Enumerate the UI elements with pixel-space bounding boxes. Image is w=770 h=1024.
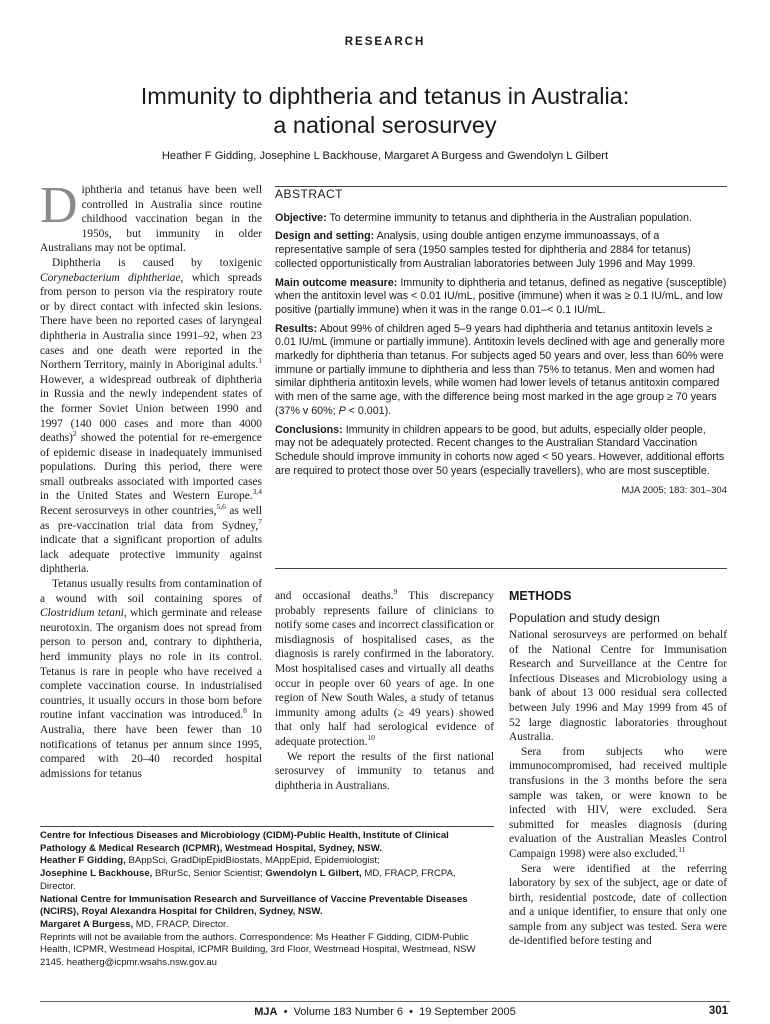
label: Results: [275,322,318,335]
bullet-separator: • [409,1006,413,1018]
reference-marker: 3,4 [252,487,262,497]
bullet-separator: • [283,1006,288,1018]
middle-paragraph-2: We report the results of the first national serosurvey of immunity to tetanus and diphtheria in Australians. [275,750,494,792]
reference-marker: 1 [258,356,262,366]
affiliation-1: Centre for Infectious Diseases and Microbiology (CIDM)-Public Health, Institute of Clinical Pathology & Medical Research (ICPMR), Westmead Hospital, Sydney, NSW. [40,830,449,854]
reference-marker: 9 [393,587,398,597]
label: Design and setting: [275,230,375,243]
label: Main outcome measure: [275,276,398,289]
volume-issue: Volume 183 Number 6 [293,1006,404,1018]
methods-subheading: Population and study design [509,611,660,625]
title-line-2: a national serosurvey [273,112,497,138]
reference-marker: 2 [72,429,77,439]
issue-date: 19 September 2005 [419,1006,516,1018]
abstract-objective [275,212,727,226]
article-title [60,82,710,140]
author-credential-1 [40,855,494,868]
section-label: RESEARCH [344,36,426,48]
affiliation-rule [40,826,494,827]
journal-name: MJA [254,1006,278,1018]
abstract-design [275,230,727,271]
abstract-results [275,323,727,419]
text: Immunity to diphtheria and tetanus, defined as negative (susceptible) when the antitoxin level was < 0.01 IU/mL, positive (immune) when it was ≥ 0.1 IU/mL, and low positive (partially immune) when it was in the range 0.01–< 0.1 IU/mL. [275,276,727,316]
text: Sera from subjects who were immunocompromised, had received multiple transfusions in the 3 months before the sera sample was taken, or were known to be infected with HIV, were excluded. Sera submitted for measles diagnosis (during evaluation of the Australian Measles Control Campaign 1998) were also excluded. [509,745,727,860]
text: as well as pre-vaccination trial data from Sydney, [40,505,262,532]
text: Diphtheria is caused by toxigenic [52,256,262,269]
intro-text-1: iphtheria and tetanus have been well controlled in Australia since routine childhood vaccination began in the 1950s, but immunity in older Australians may not be optimal. [40,184,262,255]
methods-heading: METHODS [509,589,572,603]
text: BRurSc, Senior Scientist; [152,868,266,880]
correspondence: Reprints will not be available from the authors. Correspondence: Ms Heather F Gidding, CIDM-Public Health, ICPMR, Westmead Hospital, ICPMR Building, 3rd Floor, Westmead Hospital, Westmead, NSW 2145. heatherg@icpmr.wsahs.nsw.gov.au [40,931,476,969]
text: However, a widespread outbreak of diphtheria in Russia and the newly independent states of the former Soviet Union between 1990 and 1997 (140 000 cases and more than 4000 deaths) [40,373,262,445]
text: and occasional deaths. [275,590,394,602]
text: Tetanus usually results from contamination of a wound with soil containing spores of [40,578,262,605]
species-name: Corynebacterium diphtheriae [40,271,181,284]
reference-marker: 8 [243,706,247,716]
label: Conclusions: [275,423,343,436]
abstract-bottom-rule [275,568,727,569]
journal-footer [0,1006,770,1018]
title-line-1: Immunity to diphtheria and tetanus in Australia: [140,83,630,109]
text: showed the potential for re-emergence of epidemic disease in inadequately immunised populations. During this period, there were small outbreaks associated with imported cases in the United States and Western Europe. [40,432,262,503]
p-symbol: P [338,404,346,417]
text: About 99% of children aged 5–9 years had diphtheria and tetanus antitoxin levels ≥ 0.01 IU/mL (immune or partially immune). Antitoxin levels declined with age and generally more markedly for diphtheria than tetanus. For subjects aged 50 years and over, less than 60% were immune or partially immune to diphtheria and less than 75% to tetanus. Men and women had similar diphtheria antitoxin levels, while women had lower levels of tetanus antitoxin compared with men of the same age, with the difference being most marked in the age group ≥ 70 years (37% v 60%; [275,322,725,417]
abstract-conclusions [275,424,727,479]
author-name: Josephine L Backhouse, [40,868,153,880]
author-name: Margaret A Burgess, [40,918,134,930]
text: , which germinate and release neurotoxin. The organism does not spread from person to person and, contrary to diphtheria, herd immunity plays no role in its control. Tetanus is rare in people who have received a complete vaccination course. In industrialised countries, it usually occurs in those born before routine infant vaccination was introduced. [40,607,262,722]
abstract-heading: ABSTRACT [275,187,344,201]
label: Objective: [275,211,327,224]
text: This discrepancy probably represents failure of clinicians to notify some cases and incorrect classification or misdiagnosis of hospitalised cases, as the diagnosis is rarely confirmed in the laboratory. Most hospitalised cases and virtually all deaths occur in people over 60 years of age. In one region of New South Wales, a study of tetanus immunity among adults (≥ 49 years) showed that only half had serological evidence of adequate protection. [275,590,494,748]
author-list: Heather F Gidding, Josephine L Backhouse, Margaret A Burgess and Gwendolyn L Gilbert [161,150,609,162]
affiliation-2: National Centre for Immunisation Research and Surveillance of Vaccine Preventable Diseases (NCIRS), Royal Alexandra Hospital for Children, Sydney, NSW. [40,893,468,918]
text: Analysis, using double antigen enzyme immunoassays, of a representative sample of sera (1950 samples tested for diphtheria and 2884 for tetanus) collected opportunistically from Australian laboratories between July 1996 and May 1999. [275,230,696,270]
intro-paragraph-3 [40,577,262,781]
abstract-outcome [275,277,727,318]
text: Immunity in children appears to be good, but adults, especially older people, may not be adequately protected. Recent changes to the Australian Standard Vaccination Schedule should improve immunity in cohorts now aged < 50 years. However, additional efforts are required to protect those over 50 years (especially travellers), who are most susceptible. [275,423,725,477]
methods-column [509,589,727,949]
author-name: Heather F Gidding, [40,855,126,867]
reference-marker: 11 [678,845,686,855]
text: BAppSci, GradDipEpidBiostats, MAppEpid, Epidemiologist; [125,855,380,867]
intro-paragraph-2 [40,256,262,577]
methods-paragraph-3: Sera were identified at the referring laboratory by sex of the subject, age or date of birth, residential postcode, date of collection and a unique identifier, to ensure that only one sample from any subject was tested. Sera were de-identified before testing and [509,862,727,948]
abstract-box [275,188,727,498]
methods-paragraph-2 [509,745,727,862]
text: To determine immunity to tetanus and diphtheria in the Australian population. [329,211,692,224]
author-credential-2 [40,868,494,893]
intro-column [40,177,262,781]
footer-rule [40,1001,730,1002]
citation: MJA 2005; 183: 301–304 [621,485,727,497]
middle-paragraph-1 [275,589,494,750]
text: MD, FRACP, Director. [133,918,229,930]
text: , which spreads from person to person via the respiratory route or by direct contact with infected skin lesions. There have been no reported cases of laryngeal diphtheria in Australia since 1991–92, when 23 cases and one death were reported in the Northern Territory, mainly in Aboriginal adults. [40,271,262,372]
author-credential-3 [40,919,494,932]
text: MD, FRACP, FRCPA, Director. [40,868,456,892]
text: In Australia, there have been fewer than 10 notifications of tetanus per annum since 1995, compared with 20–40 recorded hospital admissions for tetanus [40,709,262,780]
drop-cap: D [40,177,78,234]
reference-marker: 5,6 [216,502,226,512]
author-name: Gwendolyn L Gilbert, [265,868,362,880]
middle-column [275,589,494,793]
text: Recent serosurveys in other countries, [40,505,217,518]
methods-paragraph-1: National serosurveys are performed on behalf of the National Centre for Immunisation Research and Surveillance at the Centre for Infectious Diseases and Microbiology using a bank of about 13 000 residual sera collected between July 1996 and May 1999 from 45 of 52 large diagnostic laboratories throughout Australia. [509,629,727,744]
intro-paragraph-1 [40,177,262,256]
reference-marker: 7 [258,516,262,526]
species-name: Clostridium tetani [40,607,124,620]
text: indicate that a significant proportion of adults lack adequate protective immunity against diphtheria. [40,534,262,576]
affiliations [40,830,494,970]
page-number: 301 [708,1005,728,1017]
reference-marker: 10 [367,733,375,743]
text: < 0.001). [345,404,392,417]
